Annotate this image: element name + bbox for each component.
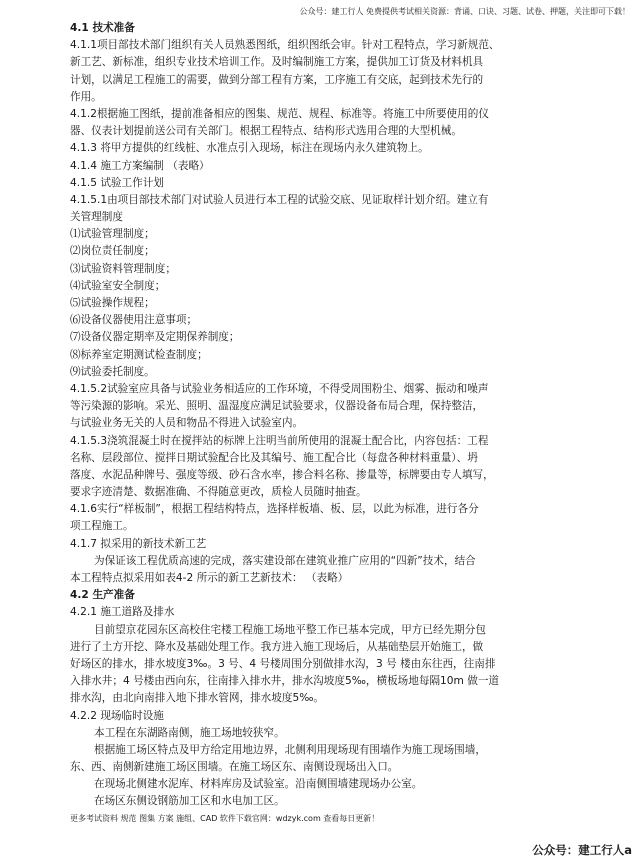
- watermark: 公众号：建工行人a: [532, 843, 632, 857]
- text-line: 关管理制度: [70, 211, 123, 224]
- text-line: 4.1.6实行“样板制”，根据工程结构特点，选择样板墙、板、层，以此为标准，进行各分: [70, 503, 479, 516]
- text-line: 4.1.5 试验工作计划: [70, 176, 164, 189]
- text-line: 作用。: [70, 90, 102, 103]
- text-line: 落度、水泥品种牌号、强度等级、砂石含水率，掺合料名称、掺量等，标牌要由专人填写，: [70, 468, 494, 481]
- text-line: 4.1.5.1由项目部技术部门对试验人员进行本工程的试验交底、见证取样计划介绍。建立有: [70, 193, 489, 206]
- text-line: 器、仪表计划提前送公司有关部门。根据工程特点、结构形式选用合理的大型机械。: [70, 125, 462, 138]
- text-line: 4.1.3 将甲方提供的红线桩、水准点引入现场，标注在现场内永久建筑物上。: [70, 142, 429, 155]
- text-line: 好场区的排水，排水坡度3‰。3 号、4 号楼周围分别做排水沟，3 号 楼由东往西，往南排: [70, 657, 496, 670]
- text-line: 项工程施工。: [70, 520, 134, 533]
- text-line: 目前望京花园东区高校住宅楼工程施工场地平整工作已基本完成，甲方已经先期分包: [94, 623, 486, 636]
- page-footer: 更多考试资料 规范 图集 方案 施组、CAD 软件下载官网：wdzyk.com 查看每日更新！: [70, 814, 380, 823]
- text-line: 4.1 技术准备: [70, 22, 135, 34]
- text-line: 新工艺、新标准，组织专业技术培训工作。及时编制施工方案，提供加工订货及材料机具: [70, 56, 484, 69]
- text-line: 4.1.2根据施工图纸，提前准备相应的图集、规范、规程、标准等。将施工中所要使用的仪: [70, 107, 489, 120]
- text-line: 要求字迹清楚、数据准确、不得随意更改，质检人员随时抽查。: [70, 486, 367, 499]
- text-line: 4.2.2 现场临时设施: [70, 709, 164, 722]
- text-line: ⑻标养室定期测试检查制度；: [70, 348, 208, 361]
- text-line: 在现场北侧建水泥库、材料库房及试验室。沿南侧围墙建现场办公室。: [94, 778, 423, 791]
- text-line: ⑴试验管理制度；: [70, 228, 155, 241]
- text-line: ⑵岗位责任制度；: [70, 245, 155, 258]
- page-header: 公众号：建工行人 免费提供考试相关资源：背诵、口诀、习题、试卷、押题，关注即可下载！: [299, 7, 630, 16]
- text-line: ⑹设备仪器使用注意事项；: [70, 314, 198, 327]
- text-line: 名称、层段部位、搅拌日期试验配合比及其编号、施工配合比（每盘各种材料重量）、坍: [70, 451, 478, 464]
- text-line: ⑶试验资料管理制度；: [70, 262, 176, 275]
- text-line: ⑺设备仪器定期率及定期保养制度；: [70, 331, 240, 344]
- text-line: 4.1.1项目部技术部门组织有关人员熟悉图纸，组织图纸会审。针对工程特点，学习新规范、: [70, 39, 500, 52]
- text-line: 本工程在东湖路南侧，施工场地较狭窄。: [94, 726, 285, 739]
- document-body: [70, 20, 610, 811]
- text-line: ⑸试验操作规程；: [70, 297, 155, 309]
- text-line: ⑷试验室安全制度；: [70, 279, 166, 292]
- text-line: 为保证该工程优质高速的完成，落实建设部在建筑业推广应用的“四新”技术，结合: [94, 554, 476, 567]
- text-line: 4.1.7 拟采用的新技术新工艺: [70, 537, 207, 550]
- text-line: 4.2.1 施工道路及排水: [70, 606, 175, 619]
- text-line: 4.1.4 施工方案编制 （表略）: [70, 159, 210, 172]
- text-line: 本工程特点拟采用如表4-2 所示的新工艺新技术： （表略）: [70, 572, 349, 584]
- text-line: 4.1.5.2试验室应具备与试验业务相适应的工作环境，不得受周围粉尘、烟雾、振动和噪声: [70, 382, 489, 395]
- text-line: 入排水井；4 号楼由西向东，往南排入排水井，排水沟坡度5‰，横板场地每隔10m 做一道: [70, 675, 500, 688]
- text-line: 与试验业务无关的人员和物品不得进入试验室内。: [70, 417, 304, 430]
- text-line: 排水沟，由北向南排入地下排水管网，排水坡度5‰。: [70, 692, 325, 705]
- text-line: 根据施工场区特点及甲方给定用地边界，北侧利用现场现有围墙作为施工现场围墙，: [94, 743, 486, 756]
- text-line: 4.1.5.3浇筑混凝土时在搅拌站的标牌上注明当前所使用的混凝土配合比，内容包括：工程: [70, 434, 489, 447]
- text-line: 等污染源的影响。采光、照明、温湿度应满足试验要求，仪器设备布局合理，保持整洁，: [70, 400, 484, 413]
- text-line: 在场区东侧设钢筋加工区和水电加工区。: [94, 795, 285, 808]
- text-line: 进行了土方开挖、降水及基础处理工作。我方进入施工现场后，从基础垫层开始施工，做: [70, 640, 484, 653]
- text-line: 东、西、南侧新建施工场区围墙。在施工场区东、南侧设现场出入口。: [70, 761, 399, 774]
- text-line: 4.2 生产准备: [70, 589, 135, 602]
- text-line: ⑼试验委托制度。: [70, 365, 155, 378]
- text-line: 计划，以满足工程施工的需要，做到分部工程有方案，工序施工有交底，起到技术先行的: [70, 73, 484, 86]
